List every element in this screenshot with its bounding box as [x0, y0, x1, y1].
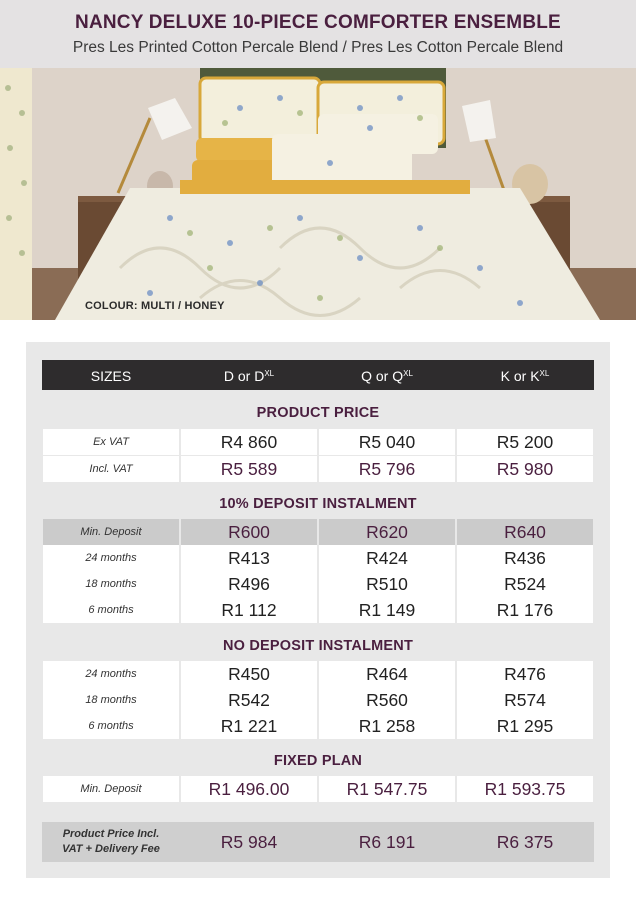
price-value: R5 040: [358, 431, 416, 452]
table-row: [42, 597, 594, 623]
price-value: R1 295: [496, 715, 554, 736]
price-value: R524: [504, 573, 546, 594]
page-title: NANCY DELUXE 10-PIECE COMFORTER ENSEMBLE: [75, 12, 561, 33]
price-value: R464: [366, 663, 408, 684]
price-value: R1 258: [358, 715, 416, 736]
table-row: [42, 687, 594, 713]
price-value: R640: [504, 521, 546, 542]
price-value: R1 112: [221, 599, 277, 620]
price-value: R1 221: [220, 715, 278, 736]
table-row: [42, 519, 594, 545]
price-value: R574: [504, 689, 546, 710]
row-label: 18 months: [43, 571, 179, 597]
price-value: R1 547.75: [346, 778, 428, 799]
row-label: 6 months: [43, 597, 179, 623]
table-row: [42, 456, 594, 482]
table-row: [42, 429, 594, 455]
table-row: [42, 776, 594, 802]
total-value-king: R6 375: [496, 831, 554, 852]
bedroom-illustration: [0, 68, 636, 320]
price-value: R413: [228, 547, 270, 568]
section-title-fixed-plan: FIXED PLAN: [273, 753, 363, 769]
sizes-label: SIZES: [90, 368, 132, 384]
price-value: R620: [366, 521, 408, 542]
price-value: R436: [504, 547, 546, 568]
product-photo: [0, 68, 636, 320]
size-double: D or $D^{XL}$: [223, 368, 275, 384]
table-row: [42, 545, 594, 571]
price-value: R4 860: [220, 431, 278, 452]
price-value: R542: [228, 689, 270, 710]
price-value: R476: [504, 663, 546, 684]
price-value: R560: [366, 689, 408, 710]
price-value: R450: [228, 663, 270, 684]
row-label: 6 months: [43, 713, 179, 739]
price-value: R5 200: [496, 431, 554, 452]
price-value: R510: [366, 573, 408, 594]
section-title-deposit: 10% DEPOSIT INSTALMENT: [219, 496, 417, 512]
colour-label: COLOUR: MULTI / HONEY: [85, 300, 225, 312]
section-title-no-deposit: NO DEPOSIT INSTALMENT: [222, 638, 414, 654]
row-label: 18 months: [43, 687, 179, 713]
total-value-queen: R6 191: [358, 831, 416, 852]
price-value: R1 593.75: [484, 778, 566, 799]
page-header: [0, 0, 636, 68]
sizes-header-row: [42, 360, 594, 390]
row-label: 24 months: [43, 545, 179, 571]
total-label: Product Price Incl. VAT + Delivery Fee: [62, 828, 160, 855]
total-price-row: [42, 822, 594, 862]
row-label: Min. Deposit: [43, 519, 179, 545]
total-value-double: R5 984: [220, 831, 278, 852]
row-label: Min. Deposit: [43, 776, 179, 802]
price-value: R600: [228, 521, 270, 542]
table-row: [42, 571, 594, 597]
table-row: [42, 713, 594, 739]
page-subtitle: Pres Les Printed Cotton Percale Blend / Pres Les Cotton Percale Blend: [72, 39, 564, 56]
price-value: R424: [366, 547, 408, 568]
price-value: R1 496.00: [208, 778, 290, 799]
row-label: 24 months: [43, 661, 179, 687]
price-value: R1 149: [358, 599, 416, 620]
price-value: R5 796: [358, 458, 416, 479]
size-queen: Q or $Q^{XL}$: [361, 368, 413, 384]
row-label: Incl. VAT: [43, 456, 179, 482]
row-label: Ex VAT: [43, 429, 179, 455]
price-value: R5 589: [220, 458, 278, 479]
price-value: R1 176: [496, 599, 554, 620]
section-title-product-price: PRODUCT PRICE: [256, 405, 380, 421]
size-king: K or $K^{XL}$: [500, 368, 550, 384]
table-row: [42, 661, 594, 687]
price-value: R5 980: [496, 458, 554, 479]
price-value: R496: [228, 573, 270, 594]
